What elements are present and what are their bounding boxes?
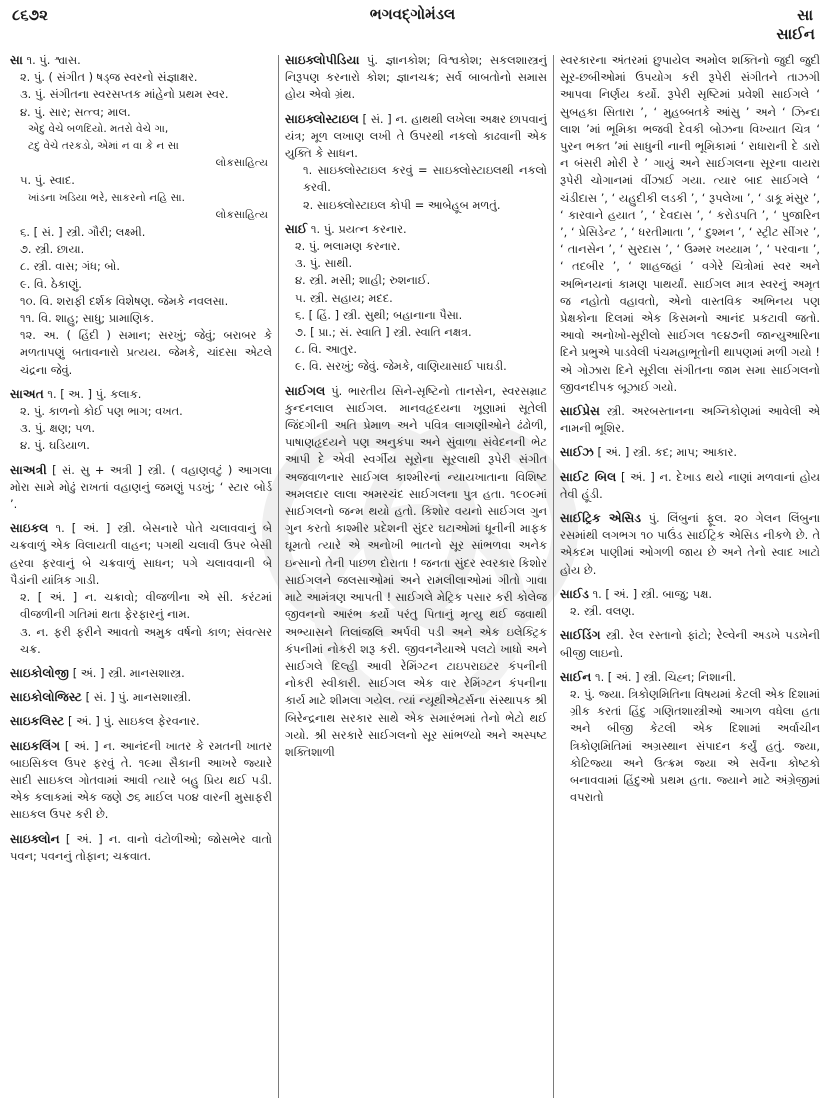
- sense: ૩. પું. ક્ષણ; પળ.: [20, 421, 96, 436]
- headword: સાઅત્રી: [10, 462, 47, 477]
- dictionary-entry: [10, 713, 272, 730]
- definition: સ્વરકારના અંતરમાં છુપાયેલ અમોલ શક્તિનો જુદી જુદી સૂર-છબીઓમાં ઉપયોગ કરી રૂપેરી સંગીતને તાઝગી આપવા નિર્ણય કર્યો. રૂપેરી સૃષ્ટિમાં પ્રવેશી સાઈગલે ‘ સુબહકા સિતારા ’, ‘ મુહબ્બતકે આંસુ ’ અને ‘ ઝિન્દા લાશ ’માં ભૂમિકા ભજવી દેવકી બોઝના વિખ્યાત ચિત્ર ‘ પુરન ભક્ત ’માં સાધુની નાની ભૂમિકામાં ‘ રાધારાની દે ડારો ન બંસરી મોરી રે ’ ગાયું અને સાઈગલના સૂરના વાયરા રૂપેરી ચોગાનમાં વીંઝાઈ ગયા. ત્યાર બાદ સાઈગલે ‘ ચંડીદાસ ’, ‘ યહુદીકી લડકી ’, ‘ રૂપલેખા ’, ‘ ડાકૂ મંસુર ’, ‘ કારવાને હયાત ’, ‘ દેવદાસ ’, ‘ કરોડપતિ ’, ‘ પુજારિન ’, ‘ પ્રેસિડેન્ટ ’, ‘ ધરતીમાતા ’, ‘ દુશ્મન ’, ‘ સ્ટ્રીટ સીંગર ’, ‘ તાનસેન ’, ‘ સુરદાસ ’, ‘ ઉમ્મર ખય્યામ ’, ‘ પરવાના ’, ‘ તદબીર ’, ‘ શાહજહાં ’ વગેરે ચિત્રોમાં સ્વર અને અભિનયનાં કામણ પાથર્યાં. સાઈગલ માત્ર સ્વરનું અમૃત જ નહોતો વહાવતો, એનો વાસ્તવિક અભિનય પણ પ્રેક્ષકોના દિલમાં એક કિસમનો આનંદ પ્રકટાવી જતો. આવો અનોખો-સૂરીલો સાઈગલ ૧૯૪૭ની જાન્યુઆરિના દિને પ્રભુએ પાડવેલી પંચમહાભૂતોની થાપણમાં મળી ગયો ! એ ગોઝારા દિને સૂરીલા સંગીતના જામ સમા સાઈગલનો જીવનદીપક બૂઝાઈ ગયો.: [560, 53, 820, 394]
- headword: સાઇક્લોસ્ટાઇલ: [285, 111, 359, 126]
- definition: સ્ત્રી. રેલ રસ્તાનો ફાંટો; રેલ્વેની અડખે પડખેની બીજી લાઇનો.: [560, 628, 820, 660]
- running-title: ભગવદ્ગોમંડલ: [369, 5, 456, 23]
- definition: [ અં. ] ન. દેખાડ થયે નાણાં મળવાનાં હોય તેવી હૂંડી.: [560, 469, 820, 501]
- page-number: ૮૬૭૨: [12, 6, 48, 24]
- quote-line: ટદુ વેચે તરકડો, એમાં ન વા કે ન સા: [28, 140, 179, 153]
- headword: સાઇકલ: [10, 521, 49, 536]
- definition: પું. ભારતીય સિને-સૃષ્ટિનો તાનસેન, સ્વરસમ્રાટ કુન્દનલાલ સાઈગલ. માનવહૃદયના ખૂણામાં સૂતેલી જિંદગીની અતિ પ્રેમાળ અને પવિત્ર લાગણીઓને ઢંઢોળી, પાષાણહૃદયને પણ અનુકંપા અને સુંવાળા સંવેદનની ભેટ આપી દે એવી સ્વર્ગીય સૂરોના સૂરલાથી રૂપેરી સંગીત અજવાળનાર સાઈગલ કાશ્મીરનાં ન્યાયખાતાના વિશિષ્ટ અમલદાર લાલા અમરચંદ સાઈગલના પુત્ર હતા. ૧૯૦૯માં સાઈગલનો જન્મ થયો હતો. કિશોર વયનો સાઈગલ ગુન ગુન કરતો કાશ્મીર પ્રદેશની સુંદર ઘટાઓમાં ધૂનીની માફક ઘૂમતો ત્યારે એ અનોખી ભાતનો સૂર સાંભળવા અનેક ઇન્સાનો તેની પાછળ દોરાતા ! જનતા સુંદર સ્વરકાર કિશોર સાઈગલને જલસાઓમાં અને રામલીલાઓમાં ગીતો ગાવા માટે આમંત્રણ આપતી ! સાઈગલે મેટ્રિક પસાર કરી કોલેજ જીવનનો આરંભ કર્યો પરંતુ પિતાનું મૃત્યુ થઈ જવાથી અભ્યાસને તિલાંજલિ અર્પવી પડી અને એક ઇલેક્ટ્રિક કંપનીમાં નોકરી શરૂ કરી. જીવનનૈયાએ પલટો ખાધો અને સાઈગલે દિલ્હી આવી રેમિંગ્ટન ટાઇપરાઇટર કંપનીની નોકરી સ્વીકારી. સાઈગલ એક વાર રેમિંગ્ટન કંપનીના કાર્ય માટે શીમલા ગયેલ. ત્યાં ન્યૂથીએટર્સના સંસ્થાપક શ્રી બિરેન્દ્રનાથ સરકાર સાથે એક સમારંભમાં તેનો ભેટો થઈ ગયો. શ્રી સરકારે સાઈગલનો સૂર સાંભળ્યો અને અસ્પષ્ટ શક્તિશાળી: [285, 383, 547, 759]
- sense: ૫. સ્ત્રી. સહાય; મદદ.: [295, 290, 393, 305]
- headword: સાઅત: [10, 386, 44, 401]
- definition: [ અં. ] સ્ત્રી. માનસશાસ્ત્ર.: [72, 665, 185, 680]
- sense: ૯. વિ. સરખું; જેવું. જેમકે, વાણિયાસાઈ પાઘડી.: [295, 359, 507, 374]
- headword: સાઈ: [285, 221, 308, 236]
- sense: ૬. [ સં. ] સ્ત્રી. ગૌરી; લક્ષ્મી.: [20, 225, 146, 240]
- definition: [ અં. ] સ્ત્રી. કદ; માપ; આકાર.: [597, 445, 738, 460]
- dictionary-entry: [560, 669, 820, 807]
- sense: ૩. પું. સંગીતના સ્વરસપ્તક માંહેનો પ્રથમ સ્વર.: [20, 87, 229, 102]
- column-2: [285, 52, 547, 1106]
- sense: ૨. [ અં. ] ન. ચક્રાવો; વીજળીના એ સી. કરંટમાં વીજળીની ગતિમાં થતા ફેરફારનું નામ.: [20, 590, 272, 622]
- dictionary-entry: [560, 627, 820, 661]
- page-header: [0, 0, 825, 52]
- definition: [ અં. ] ન. વાનો વંટોળીઓ; જોસભેર વાતો પવન; પવનનું તોફાન; ચક્રવાત.: [10, 831, 272, 863]
- headword: સાઈટ બિલ: [560, 469, 617, 484]
- phrase: [285, 197, 547, 214]
- dictionary-entry: [560, 403, 820, 437]
- headword: સાઇકલિંગ: [10, 738, 61, 753]
- dictionary-entry: [10, 462, 272, 514]
- dictionary-entry: [285, 383, 547, 761]
- phrase-term: ૧. સાઇક્લોસ્ટાઇલ કરવું: [303, 163, 413, 178]
- dictionary-entry: [10, 520, 272, 658]
- sense: ૧. [ અ. ] પું. કલાક.: [47, 386, 142, 401]
- sense: ૬. [ હિં. ] સ્ત્રી. સુથી; બહાનાના પૈસા.: [295, 307, 463, 322]
- quote-line: એદુ વેચે બળદિયો. મતરો વેચે ગા,: [28, 122, 169, 135]
- sense: ૯. વિ. ઠેકાણું.: [20, 276, 82, 291]
- sense: ૭. [ પ્રા.; સં. સ્વાતિ ] સ્ત્રી. સ્વાતિ નક્ષત્ર.: [295, 325, 472, 340]
- sense: ૩. પું. સાથી.: [295, 256, 353, 271]
- sense: ૫. પું. સ્વાદ.: [20, 173, 75, 188]
- headword: સા: [10, 53, 23, 67]
- dictionary-entry: [560, 586, 820, 620]
- headword: સાઇક્લોપીડિયા: [285, 53, 360, 67]
- sense: ૪. પું. ઘડિયાળ.: [20, 438, 90, 453]
- definition: પું. જ્ઞાનકોશ; વિશ્વકોશ; સકલશાસ્ત્રનું નિરૂપણ કરનારો કોશ; જ્ઞાનચક્ર; સર્વ બાબતોનો સમાસ હોય એવો ગ્રંથ.: [285, 53, 547, 102]
- sense: ૨. પું. ભલામણ કરનાર.: [295, 239, 401, 254]
- dictionary-columns: [0, 52, 825, 1106]
- dictionary-entry: [285, 221, 547, 376]
- sense: ૮. સ્ત્રી. વાસ; ગંધ; બો.: [20, 259, 121, 274]
- headword: સાઇક્લોન: [10, 831, 60, 846]
- headword: સાઈડ: [560, 586, 589, 601]
- phrase-term: ૨. સાઇક્લોસ્ટાઇલ કોપી: [303, 197, 412, 212]
- definition: [ સં. સુ + અત્રી ] સ્ત્રી. ( વહાણવટું ) આગલા મોરા સામે મોઢું રાખતાં વહાણનું જમણું પડખું; ‘ સ્ટાર બોર્ડ ’.: [10, 462, 272, 512]
- definition: [ સં. ] ન. હાથથી લખેલા અક્ષર છાપવાનું યંત્ર; મૂળ લખાણ લખી તે ઉપરથી નકલો કાઢવાની એક યુક્તિ કે સાધન.: [285, 111, 547, 161]
- sense: ૭. સ્ત્રી. છાયા.: [20, 242, 85, 257]
- sense: ૨. સ્ત્રી. વલણ.: [570, 604, 635, 619]
- dictionary-entry: [285, 111, 547, 214]
- sense: ૪. સ્ત્રી. મસી; શાહી; રુશનાઈ.: [295, 273, 431, 288]
- sense: ૮. વિ. આતુર.: [295, 342, 357, 357]
- dictionary-entry: [10, 738, 272, 824]
- definition: [ અં. ] ન. આનંદની ખાતર કે રમતની ખાતર બાઇસિકલ ઉપર ફરવું તે. ૧૯મા સૈકાની આખરે જ્યારે સાદી સાઇકલ ગોતવામાં આવી ત્યારે બહુ પ્રિય થઈ પડી. એક કલાકમાં એક જણે ૭૬ માઈલ ૫૦૪ વારની મુસાફરી સાઇકલ ઉપર કરી છે.: [10, 738, 272, 822]
- dictionary-entry: [285, 52, 547, 104]
- sense: ૧૨. અ. ( હિંદી ) સમાન; સરખું; જેવું; બરાબર કે મળતાપણું બતાવનારો પ્રત્યય. જેમકે, ચાંદસા એટલે ચંદ્રના જેવું.: [20, 328, 272, 377]
- sense: ૨. પું. જ્યા. ત્રિકોણમિતિના વિષયમાં કેટલી એક દિશામાં ગ્રીક કરતાં હિંદુ ગણિતશાસ્ત્રીઓ આગળ વધેલા હતા અને બીજી કેટલી એક દિશામાં અર્વાચીન ત્રિકોણમિતિમાં અગ્રસ્થાન સંપાદન કર્યું હતું. જ્યા, કોટિજ્યા અને ઉત્ક્રમ જ્યા એ સર્વેના કોષ્ટકો બનાવવામાં હિંદુઓ પ્રથમ હતા. જ્યાને માટે અંગ્રેજીમાં વપરાતો: [570, 686, 820, 805]
- phrase-meaning: આબેહૂબ મળતું.: [427, 197, 501, 212]
- definition: સ્ત્રી. અરબસ્તાનના અગ્નિકોણમાં આવેલી એ નામની ભૂશિર.: [560, 404, 820, 436]
- dictionary-entry: [10, 386, 272, 455]
- phrase: [285, 162, 547, 196]
- headword: સાઇકોલોજી: [10, 665, 70, 680]
- phrase-equals: =: [417, 163, 428, 178]
- sense: ૧૦. વિ. શરાફી દર્શક વિશેષણ. જેમકે નવલસા.: [20, 293, 229, 308]
- guide-word-last: સાઈન: [776, 25, 815, 43]
- headword: સાઈઝ: [560, 445, 594, 460]
- sense: ૧. [ અં. ] સ્ત્રી. બેસનારે પોતે ચલાવવાનું બે ચક્રવાળું એક વિલાયતી વાહન; પગથી ચલાવી ઉપર બેસી હરવા ફરવાનું બે ચક્રવાળું સાધન; પગે ચલાવવાની બે પૈડાંની યાંત્રિક ગાડી.: [10, 521, 272, 587]
- sense: ૨. પું. કાળનો કોઈ પણ ભાગ; વખત.: [20, 404, 183, 419]
- sense: ૧. [ અં. ] સ્ત્રી. ચિહ્ન; નિશાની.: [594, 669, 737, 684]
- definition: પું. લિંબુનાં ફૂલ. ૨૦ ગેલન લિંબુના રસમાંથી લગભગ ૧૦ પાઉંડ સાઈટ્રિક એસિડ નીકળે છે. તે એકદમ પાણીમાં ઓગળી જાય છે અને તેનો સ્વાદ ખાટો હોય છે.: [560, 511, 820, 577]
- headword: સાઈડિંગ: [560, 628, 601, 643]
- headword: સાઈગલ: [285, 383, 326, 398]
- dictionary-entry: [560, 469, 820, 503]
- headword: સાઇકલિસ્ટ: [10, 714, 65, 729]
- sense: ૧. પું. શ્વાસ.: [26, 53, 81, 67]
- sense: ૧. પું. પ્રયત્ન કરનાર.: [310, 221, 407, 236]
- headword: સાઇકોલોજિસ્ટ: [10, 690, 83, 705]
- quote-source: લોકસાહિત્ય: [215, 208, 268, 221]
- phrase-meaning: સાઇક્લોસ્ટાઇલથી નકલો કરવી.: [303, 163, 547, 195]
- sense: ૧૧. વિ. શાહુ; સાધુ; પ્રામાણિક.: [20, 311, 154, 326]
- headword: સાઈપ્રેસ: [560, 404, 601, 419]
- column-1: [10, 52, 272, 1106]
- dictionary-entry: [560, 444, 820, 461]
- definition: [ સં. ] પું. માનસશાસ્ત્રી.: [85, 690, 192, 705]
- dictionary-entry-continued: [560, 52, 820, 396]
- quote-line: ખાંડના ખડિયા ભરે, સાકરનો નહિ સા.: [28, 191, 185, 204]
- dictionary-entry: [10, 52, 272, 379]
- headword: સાઈટ્રિક એસિડ: [560, 511, 642, 526]
- dictionary-entry: [560, 510, 820, 579]
- sense: ૨. પું. ( સંગીત ) ષડ્જ સ્વરનો સંજ્ઞાક્ષર.: [20, 70, 198, 85]
- sense: ૩. ન. ફરી ફરીને આવતો અમુક વર્ષનો કાળ; સંવત્સર ચક્ર.: [20, 624, 272, 656]
- phrase-equals: =: [414, 197, 425, 212]
- dictionary-entry: [10, 831, 272, 865]
- dictionary-entry: [10, 689, 272, 706]
- quote-source: લોકસાહિત્ય: [215, 157, 268, 170]
- sense: ૧. [ અં. ] સ્ત્રી. બાજુ; પક્ષ.: [592, 586, 712, 601]
- column-3: [560, 52, 820, 1106]
- dictionary-entry: [10, 665, 272, 682]
- headword: સાઈન: [560, 669, 592, 684]
- guide-word-first: સા: [797, 6, 813, 24]
- sense: ૪. પું. સાર; સત્ત્વ; માલ.: [20, 104, 131, 119]
- definition: [ અં. ] પું. સાઇકલ ફેરવનાર.: [68, 714, 200, 729]
